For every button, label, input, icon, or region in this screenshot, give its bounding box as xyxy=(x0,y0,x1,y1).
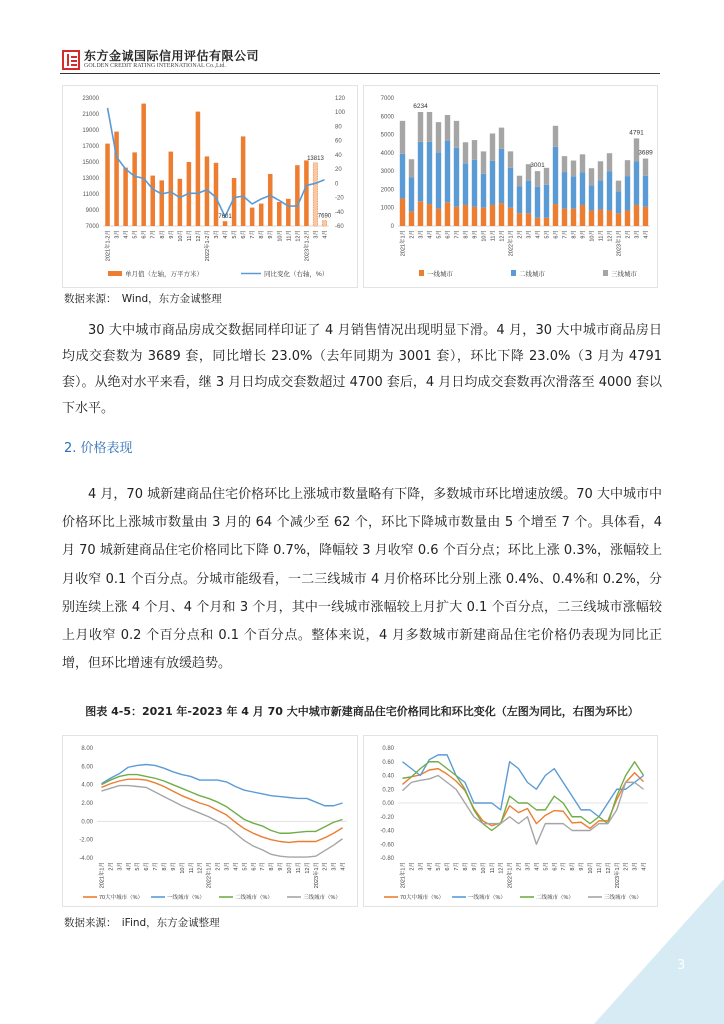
x-tick-label: 10月 xyxy=(179,862,186,874)
bar-segment xyxy=(607,210,612,226)
y-tick-label: 0.80 xyxy=(382,746,394,752)
x-tick-label: 10月 xyxy=(277,230,284,242)
x-tick-label: 8月 xyxy=(259,230,266,239)
x-tick-label: 12月 xyxy=(498,862,505,874)
bar-segment xyxy=(454,207,459,226)
bar-segment xyxy=(616,213,621,226)
bar-segment xyxy=(571,176,576,208)
x-tick-label: 8月 xyxy=(570,862,577,871)
page-number: 3 xyxy=(677,958,686,973)
x-tick-label: 3月 xyxy=(214,230,220,239)
paragraph-sales: 30 大中城市商品房成交数据同样印证了 4 月销售情况出现明显下滑。4 月，30 大中城市商品房日均成交套数为 3689 套，同比增长 23.0%（去年同期为 3001 套），环比下降 23.0%（3 月为 4791 套）。从绝对水平来看，继 3 月日均成交套数超过 4700 套后，4 月日均成交套数再次滑落至 4000 套以下水平。 xyxy=(62,323,662,416)
bar-segment xyxy=(508,208,513,226)
figure-caption: 图表 4-5：2021 年-2023 年 4 月 70 大中城市新建商品住宅价格同比和环比变化（左图为同比，右图为环比） xyxy=(85,705,639,718)
x-tick-label: 2月 xyxy=(625,230,632,239)
x-tick-label: 5月 xyxy=(232,230,239,239)
x-tick-label: 2月 xyxy=(215,862,222,871)
x-tick-label: 7月 xyxy=(250,230,257,239)
x-tick-label: 2022年1月 xyxy=(206,862,213,889)
bar xyxy=(241,136,246,226)
company-name-en: GOLDEN CREDIT RATING INTERNATIONAL Co.,Ltd. xyxy=(84,63,226,69)
legend-label: 70大中城市（%） xyxy=(400,895,445,901)
x-tick-label: 12月 xyxy=(605,862,612,874)
legend-label: 三线城市 xyxy=(611,271,637,278)
x-tick-label: 5月 xyxy=(544,230,551,239)
bar-segment xyxy=(517,176,522,186)
x-tick-label: 8月 xyxy=(571,230,578,239)
header-divider xyxy=(60,73,660,74)
bar-segment xyxy=(517,213,522,226)
series-line xyxy=(101,765,342,806)
y-tick-label: 6000 xyxy=(380,114,394,121)
bar-segment xyxy=(562,209,567,226)
x-tick-label: 3月 xyxy=(117,862,124,871)
x-tick-label: 10月 xyxy=(589,230,596,242)
bar-segment xyxy=(544,185,549,218)
x-tick-label: 10月 xyxy=(480,862,487,874)
bar-segment xyxy=(517,186,522,213)
x-tick-label: 2月 xyxy=(623,862,630,871)
x-tick-label: 2月 xyxy=(516,862,523,871)
x-tick-label: 3月 xyxy=(634,230,641,239)
x-tick-label: 2月 xyxy=(322,862,329,871)
bar-segment xyxy=(562,156,567,172)
y-tick-label: 15000 xyxy=(82,160,99,166)
y-tick-label: 1000 xyxy=(380,205,394,212)
bar-segment xyxy=(472,160,477,207)
legend-label: 二线城市（%） xyxy=(235,895,273,901)
y-tick-label: -4.00 xyxy=(79,856,93,862)
x-tick-label: 2月 xyxy=(517,230,524,239)
bar-segment xyxy=(616,191,621,213)
section-heading-price: 2. 价格表现 xyxy=(64,441,133,456)
legend-swatch xyxy=(511,270,516,276)
x-tick-label: 5月 xyxy=(132,230,139,239)
y-tick-label: -0.80 xyxy=(380,856,394,862)
bar-segment xyxy=(508,168,513,208)
bar-segment xyxy=(589,210,594,226)
legend-label: 同比变化（右轴，%） xyxy=(264,271,329,278)
x-tick-label: 7月 xyxy=(562,230,569,239)
y-tick-label: 0.00 xyxy=(81,819,93,826)
y-tick-label: 13000 xyxy=(82,176,99,182)
x-tick-label: 4月 xyxy=(641,862,648,871)
data-label: 4791 xyxy=(629,129,644,137)
bar-segment xyxy=(643,176,648,207)
y-tick-label: 23000 xyxy=(82,96,99,102)
x-tick-label: 5月 xyxy=(436,230,443,239)
bar-segment xyxy=(418,112,423,142)
data-label: 7601 xyxy=(218,214,232,221)
bar-segment xyxy=(616,181,621,192)
bar-segment xyxy=(454,148,459,207)
legend-label: 单月值（左轴，万平方米） xyxy=(125,271,203,278)
y-tick-label: 7000 xyxy=(85,224,99,230)
bar-segment xyxy=(436,122,441,152)
x-tick-label: 4月 xyxy=(123,230,130,239)
x-tick-label: 2022年1-2月 xyxy=(204,230,211,262)
bar xyxy=(259,204,264,226)
y-tick-label: -0.20 xyxy=(380,814,394,821)
x-tick-label: 5月 xyxy=(242,862,249,871)
paragraph-price: 4 月，70 城新建商品住宅价格环比上涨城市数量略有下降，多数城市环比增速放缓。70 大中城市中价格环比上涨城市数量由 3 月的 64 个减少至 62 个，环比下降城市数量由 5 个增至 7 个。具体看，4 月 70 城新建商品住宅价格同比下降 0.7%，降幅较 3 月收窄 0.6 个百分点；环比上涨 0.3%，涨幅较上月收窄 0.1 个百分点。分城市能级看，一二三线城市 4 月价格环比分别上涨 0.4%、0.4%和 0.2%，分别连续上涨 4 个月、4 个月和 3 个月，其中一线城市涨幅较上月扩大 0.1 个百分点，二三线城市涨幅较上月收窄 0.2 个百分点和 0.1 个百分点。整体来说，4 月多数城市新建商品住宅价格仍表现为同比正增，但环比增速有放缓趋势。 xyxy=(62,487,662,672)
bar-segment xyxy=(445,115,450,141)
bar-segment xyxy=(418,201,423,226)
x-tick-label: 4月 xyxy=(427,230,434,239)
bar-segment xyxy=(445,141,450,202)
x-tick-label: 7月 xyxy=(454,862,461,871)
x-tick-label: 12月 xyxy=(304,862,311,874)
x-tick-label: 4月 xyxy=(126,862,133,871)
x-tick-label: 9月 xyxy=(170,862,177,871)
bar-segment xyxy=(535,187,540,218)
y2-tick-label: 100 xyxy=(335,110,346,117)
x-tick-label: 8月 xyxy=(269,862,276,871)
bar xyxy=(132,152,137,226)
bar-segment xyxy=(499,149,504,203)
legend-label: 二线城市（%） xyxy=(536,895,574,901)
y2-tick-label: 80 xyxy=(335,124,342,131)
bar-segment xyxy=(598,161,603,180)
x-tick-label: 5月 xyxy=(135,862,142,871)
bar-segment xyxy=(580,205,585,226)
y-tick-label: 0.60 xyxy=(382,759,394,766)
y-tick-label: 0.40 xyxy=(382,773,394,780)
x-tick-label: 12月 xyxy=(197,862,204,874)
x-tick-label: 3月 xyxy=(632,862,639,871)
x-tick-label: 6月 xyxy=(445,862,452,871)
legend-swatch xyxy=(108,271,122,276)
x-tick-label: 2021年1月 xyxy=(400,862,407,889)
x-tick-label: 9月 xyxy=(168,230,175,239)
bar-segment xyxy=(490,133,495,160)
y2-tick-label: 120 xyxy=(335,96,346,102)
series-line xyxy=(101,779,342,842)
y-tick-label: 11000 xyxy=(82,192,99,198)
x-tick-label: 9月 xyxy=(579,862,586,871)
y2-tick-label: 20 xyxy=(335,167,342,174)
legend-label: 三线城市（%） xyxy=(604,895,642,901)
bar-segment xyxy=(625,210,630,226)
x-tick-label: 3月 xyxy=(224,862,231,871)
x-tick-label: 7月 xyxy=(150,230,157,239)
y-tick-label: 7000 xyxy=(380,96,394,102)
x-tick-label: 11月 xyxy=(598,230,605,242)
bar-segment xyxy=(400,121,405,154)
bar-segment xyxy=(400,199,405,226)
legend-label: 二线城市 xyxy=(519,271,545,278)
y-tick-label: 5000 xyxy=(380,132,394,139)
x-tick-label: 9月 xyxy=(278,862,285,871)
bar-segment xyxy=(436,209,441,226)
bar xyxy=(250,208,255,226)
bar xyxy=(105,144,110,226)
y-tick-label: 17000 xyxy=(82,144,99,150)
bar-segment xyxy=(598,180,603,209)
bar-segment xyxy=(481,174,486,208)
x-tick-label: 4月 xyxy=(340,862,347,871)
chart-daily-transactions xyxy=(363,85,658,288)
x-tick-label: 11月 xyxy=(186,230,193,242)
bar xyxy=(223,221,228,226)
y-tick-label: 2.00 xyxy=(81,801,93,807)
x-tick-label: 4月 xyxy=(643,230,650,239)
x-tick-label: 11月 xyxy=(286,230,293,242)
company-logo-icon xyxy=(62,50,80,70)
x-tick-label: 7月 xyxy=(153,862,160,871)
x-tick-label: 8月 xyxy=(161,862,168,871)
bar-segment xyxy=(643,207,648,226)
x-tick-label: 6月 xyxy=(141,230,148,239)
y-tick-label: -0.40 xyxy=(380,828,394,835)
bar-segment xyxy=(553,204,558,226)
data-label: 3689 xyxy=(638,149,653,157)
y-tick-label: -2.00 xyxy=(79,837,93,844)
x-tick-label: 4月 xyxy=(223,230,230,239)
x-tick-label: 3月 xyxy=(418,230,425,239)
corner-decoration xyxy=(594,879,724,1024)
x-tick-label: 3月 xyxy=(525,862,532,871)
x-tick-label: 2023年1月 xyxy=(313,862,320,889)
bar-segment xyxy=(490,205,495,226)
bar-segment xyxy=(481,208,486,226)
bar xyxy=(141,104,146,226)
x-tick-label: 6月 xyxy=(553,230,560,239)
x-tick-label: 9月 xyxy=(471,862,478,871)
x-tick-label: 12月 xyxy=(195,230,202,242)
bar-segment xyxy=(634,161,639,205)
legend-label: 一线城市（%） xyxy=(468,895,506,901)
y-tick-label: -0.60 xyxy=(380,842,394,849)
y-tick-label: 6.00 xyxy=(81,764,93,771)
x-tick-label: 9月 xyxy=(472,230,479,239)
bar-segment xyxy=(454,121,459,148)
y-tick-label: 0 xyxy=(390,224,394,230)
bar-segment xyxy=(625,160,630,176)
y2-tick-label: 60 xyxy=(335,138,342,145)
x-tick-label: 7月 xyxy=(260,862,267,871)
x-tick-label: 6月 xyxy=(144,862,151,871)
x-tick-label: 6月 xyxy=(251,862,258,871)
x-tick-label: 3月 xyxy=(313,230,320,239)
y-tick-label: 2000 xyxy=(380,187,394,194)
bar-segment xyxy=(481,151,486,173)
data-label: 6234 xyxy=(413,103,428,111)
y2-tick-label: -40 xyxy=(335,209,344,216)
bar-segment xyxy=(499,128,504,149)
company-header xyxy=(62,50,259,70)
bar-segment xyxy=(427,204,432,226)
x-tick-label: 10月 xyxy=(587,862,594,874)
bar-segment xyxy=(589,185,594,210)
x-tick-label: 12月 xyxy=(295,230,302,242)
data-label: 7690 xyxy=(317,213,332,220)
source-note-2: 数据来源： iFind，东方金诚整理 xyxy=(64,917,220,929)
bar-segment xyxy=(463,205,468,226)
bar xyxy=(160,180,165,226)
y-tick-label: 8.00 xyxy=(81,746,93,752)
legend-swatch xyxy=(419,270,424,276)
bar-segment xyxy=(571,209,576,226)
bar xyxy=(322,220,327,226)
bar-segment xyxy=(634,205,639,226)
x-tick-label: 11月 xyxy=(295,862,302,874)
bar-segment xyxy=(463,163,468,205)
y2-tick-label: 0 xyxy=(335,181,339,188)
bar-segment xyxy=(436,152,441,208)
x-tick-label: 2022年1月 xyxy=(508,230,515,257)
x-tick-label: 2023年1月 xyxy=(614,862,621,889)
bar-segment xyxy=(418,142,423,201)
y-tick-label: 4.00 xyxy=(81,782,93,789)
y-tick-label: 4000 xyxy=(380,150,394,157)
x-tick-label: 11月 xyxy=(490,230,497,242)
y2-tick-label: -20 xyxy=(335,195,344,202)
y-tick-label: 3000 xyxy=(380,169,394,176)
x-tick-label: 7月 xyxy=(561,862,568,871)
x-tick-label: 5月 xyxy=(436,862,443,871)
x-tick-label: 2月 xyxy=(108,862,115,871)
bar xyxy=(277,202,282,226)
bar-segment xyxy=(526,213,531,226)
x-tick-label: 12月 xyxy=(607,230,614,242)
x-tick-label: 10月 xyxy=(177,230,184,242)
x-tick-label: 4月 xyxy=(535,230,542,239)
x-tick-label: 3月 xyxy=(114,230,121,239)
legend-label: 三线城市（%） xyxy=(303,895,341,901)
bar xyxy=(304,160,309,226)
source-note-1: 数据来源： Wind，东方金诚整理 xyxy=(64,293,222,305)
bar-segment xyxy=(598,210,603,226)
bar xyxy=(178,179,183,226)
bar-segment xyxy=(562,172,567,209)
x-tick-label: 12月 xyxy=(499,230,506,242)
data-label: 13813 xyxy=(307,155,324,162)
bar-segment xyxy=(553,147,558,204)
x-tick-label: 5月 xyxy=(543,862,550,871)
x-tick-label: 10月 xyxy=(481,230,488,242)
chart-price-yoy xyxy=(62,735,358,907)
x-tick-label: 2023年1-2月 xyxy=(304,230,311,262)
bar-segment xyxy=(409,178,414,212)
x-tick-label: 4月 xyxy=(534,862,541,871)
bar-segment xyxy=(589,168,594,185)
x-tick-label: 2021年1月 xyxy=(99,862,106,889)
bar-segment xyxy=(409,211,414,226)
bar xyxy=(169,152,174,226)
bar-segment xyxy=(607,171,612,210)
bar-segment xyxy=(553,126,558,147)
x-tick-label: 8月 xyxy=(463,230,470,239)
x-tick-label: 2021年1月 xyxy=(400,230,407,257)
x-tick-label: 6月 xyxy=(241,230,248,239)
company-name-cn: 东方金诚国际信用评估有限公司 xyxy=(84,49,260,63)
bar xyxy=(196,112,201,226)
x-tick-label: 6月 xyxy=(552,862,559,871)
bar xyxy=(295,165,300,226)
legend-swatch xyxy=(603,270,608,276)
y2-tick-label: 40 xyxy=(335,152,342,159)
legend-label: 一线城市（%） xyxy=(167,895,205,901)
bar-segment xyxy=(490,161,495,205)
x-tick-label: 3月 xyxy=(418,862,425,871)
y-tick-label: 0.20 xyxy=(382,787,394,794)
bar xyxy=(268,174,273,226)
x-tick-label: 11月 xyxy=(596,862,603,874)
bar-segment xyxy=(535,218,540,226)
bar-segment xyxy=(445,202,450,226)
series-line xyxy=(101,775,342,834)
x-tick-label: 4月 xyxy=(233,862,240,871)
data-label: 3001 xyxy=(530,162,545,170)
bar-segment xyxy=(526,181,531,214)
bar-segment xyxy=(580,154,585,172)
bar-segment xyxy=(499,203,504,226)
bar-segment xyxy=(571,161,576,177)
bar xyxy=(286,199,291,226)
bar-segment xyxy=(427,142,432,204)
y-tick-label: 19000 xyxy=(82,128,99,134)
y-tick-label: 21000 xyxy=(82,112,99,118)
chart-sales-area xyxy=(62,85,358,288)
bar-segment xyxy=(544,218,549,226)
bar xyxy=(150,176,155,226)
bar-segment xyxy=(544,168,549,185)
bar-segment xyxy=(625,176,630,210)
legend-label: 一线城市 xyxy=(427,271,453,278)
x-tick-label: 9月 xyxy=(580,230,587,239)
x-tick-label: 7月 xyxy=(454,230,461,239)
x-tick-label: 4月 xyxy=(427,862,434,871)
bar-segment xyxy=(607,153,612,171)
x-tick-label: 3月 xyxy=(331,862,338,871)
bar-segment xyxy=(580,172,585,205)
bar-segment xyxy=(472,207,477,226)
x-tick-label: 4月 xyxy=(322,230,329,239)
x-tick-label: 9月 xyxy=(268,230,275,239)
x-tick-label: 8月 xyxy=(462,862,469,871)
x-tick-label: 2月 xyxy=(409,862,416,871)
y-tick-label: 0.00 xyxy=(382,801,394,807)
x-tick-label: 3月 xyxy=(526,230,533,239)
x-tick-label: 10月 xyxy=(286,862,293,874)
x-tick-label: 11月 xyxy=(188,862,195,874)
x-tick-label: 6月 xyxy=(445,230,452,239)
bar-segment xyxy=(643,159,648,176)
x-tick-label: 2月 xyxy=(409,230,416,239)
bar-segment xyxy=(463,142,468,163)
legend-label: 70大中城市（%） xyxy=(99,895,144,901)
x-tick-label: 8月 xyxy=(159,230,166,239)
bar-segment xyxy=(472,140,477,160)
x-tick-label: 11月 xyxy=(489,862,496,874)
x-tick-label: 2021年1-2月 xyxy=(105,230,112,262)
bar-segment xyxy=(400,154,405,199)
x-tick-label: 2022年1月 xyxy=(507,862,514,889)
y2-tick-label: -60 xyxy=(335,224,344,230)
bar-segment xyxy=(508,151,513,167)
bar-segment xyxy=(535,171,540,187)
bar-segment xyxy=(427,112,432,142)
series-line xyxy=(402,755,643,817)
y-tick-label: 9000 xyxy=(85,208,99,214)
x-tick-label: 2023年1月 xyxy=(616,230,623,257)
bar xyxy=(123,168,128,226)
bar-segment xyxy=(409,159,414,177)
